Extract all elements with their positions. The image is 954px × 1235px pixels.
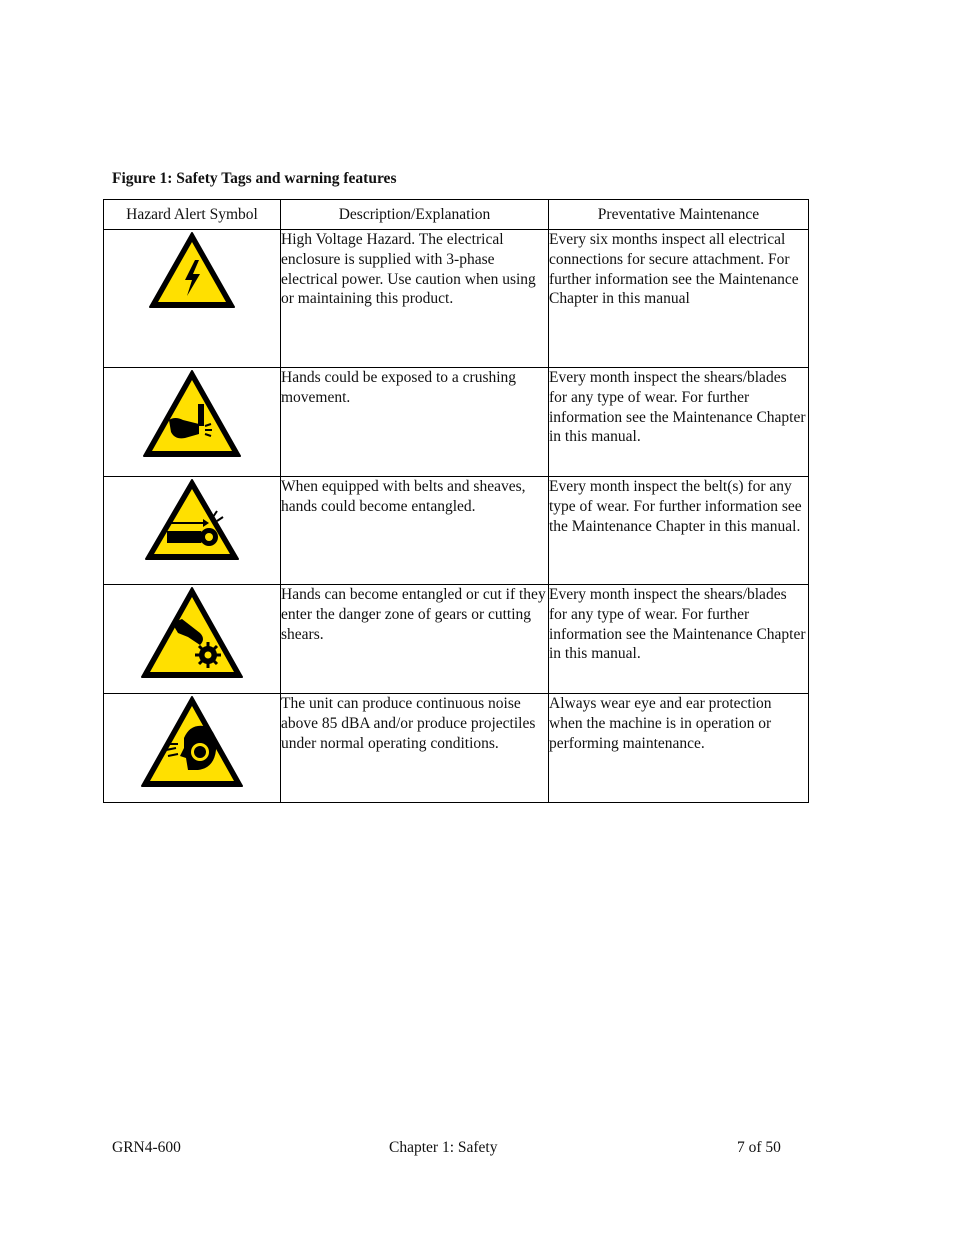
maintenance-text: Every month inspect the belt(s) for any type of wear. For further information see the Maintenance Chapter in this manual. <box>549 478 802 535</box>
gear-cut-icon <box>138 585 246 681</box>
table-header-row <box>104 200 809 230</box>
description-cell <box>281 477 549 585</box>
header-maintenance: Preventative Maintenance <box>549 200 809 230</box>
high-voltage-icon <box>147 230 237 310</box>
description-cell <box>281 368 549 477</box>
table-row <box>104 477 809 585</box>
maintenance-cell <box>549 694 809 803</box>
symbol-cell <box>104 230 281 368</box>
symbol-cell <box>104 477 281 585</box>
table-row <box>104 230 809 368</box>
maintenance-text: Every six months inspect all electrical connections for secure attachment. For further information see the Maintenance Chapter in this manual <box>549 231 799 308</box>
footer-document-id: GRN4-600 <box>112 1139 181 1156</box>
figure-caption: Figure 1: Safety Tags and warning features <box>112 170 397 187</box>
hand-crush-icon <box>141 368 243 460</box>
safety-table <box>103 199 809 803</box>
maintenance-text: Always wear eye and ear protection when the machine is in operation or performing maintenance. <box>549 695 772 752</box>
description-text: When equipped with belts and sheaves, hands could become entangled. <box>281 478 526 515</box>
maintenance-cell <box>549 368 809 477</box>
ear-eye-protection-icon <box>138 694 246 790</box>
description-cell <box>281 585 549 694</box>
table-row <box>104 368 809 477</box>
footer-page-number: 7 of 50 <box>737 1139 781 1156</box>
symbol-cell <box>104 585 281 694</box>
header-hazard-symbol: Hazard Alert Symbol <box>104 200 281 230</box>
maintenance-text: Every month inspect the shears/blades for any type of wear. For further information see the Maintenance Chapter in this manual. <box>549 586 806 663</box>
maintenance-cell <box>549 477 809 585</box>
table-row <box>104 585 809 694</box>
description-text: Hands could be exposed to a crushing movement. <box>281 369 517 406</box>
maintenance-cell <box>549 230 809 368</box>
symbol-cell <box>104 368 281 477</box>
description-text: The unit can produce continuous noise above 85 dBA and/or produce projectiles under normal operating conditions. <box>281 695 536 752</box>
belt-entanglement-icon <box>143 477 241 563</box>
description-cell <box>281 694 549 803</box>
maintenance-text: Every month inspect the shears/blades for any type of wear. For further information see the Maintenance Chapter in this manual. <box>549 369 806 446</box>
description-text: Hands can become entangled or cut if they enter the danger zone of gears or cutting shears. <box>281 586 546 643</box>
footer-chapter: Chapter 1: Safety <box>389 1139 498 1156</box>
symbol-cell <box>104 694 281 803</box>
header-description: Description/Explanation <box>281 200 549 230</box>
table-row <box>104 694 809 803</box>
description-cell <box>281 230 549 368</box>
description-text: High Voltage Hazard. The electrical enclosure is supplied with 3-phase electrical power. Use caution when using or maintaining this product. <box>281 231 536 308</box>
maintenance-cell <box>549 585 809 694</box>
